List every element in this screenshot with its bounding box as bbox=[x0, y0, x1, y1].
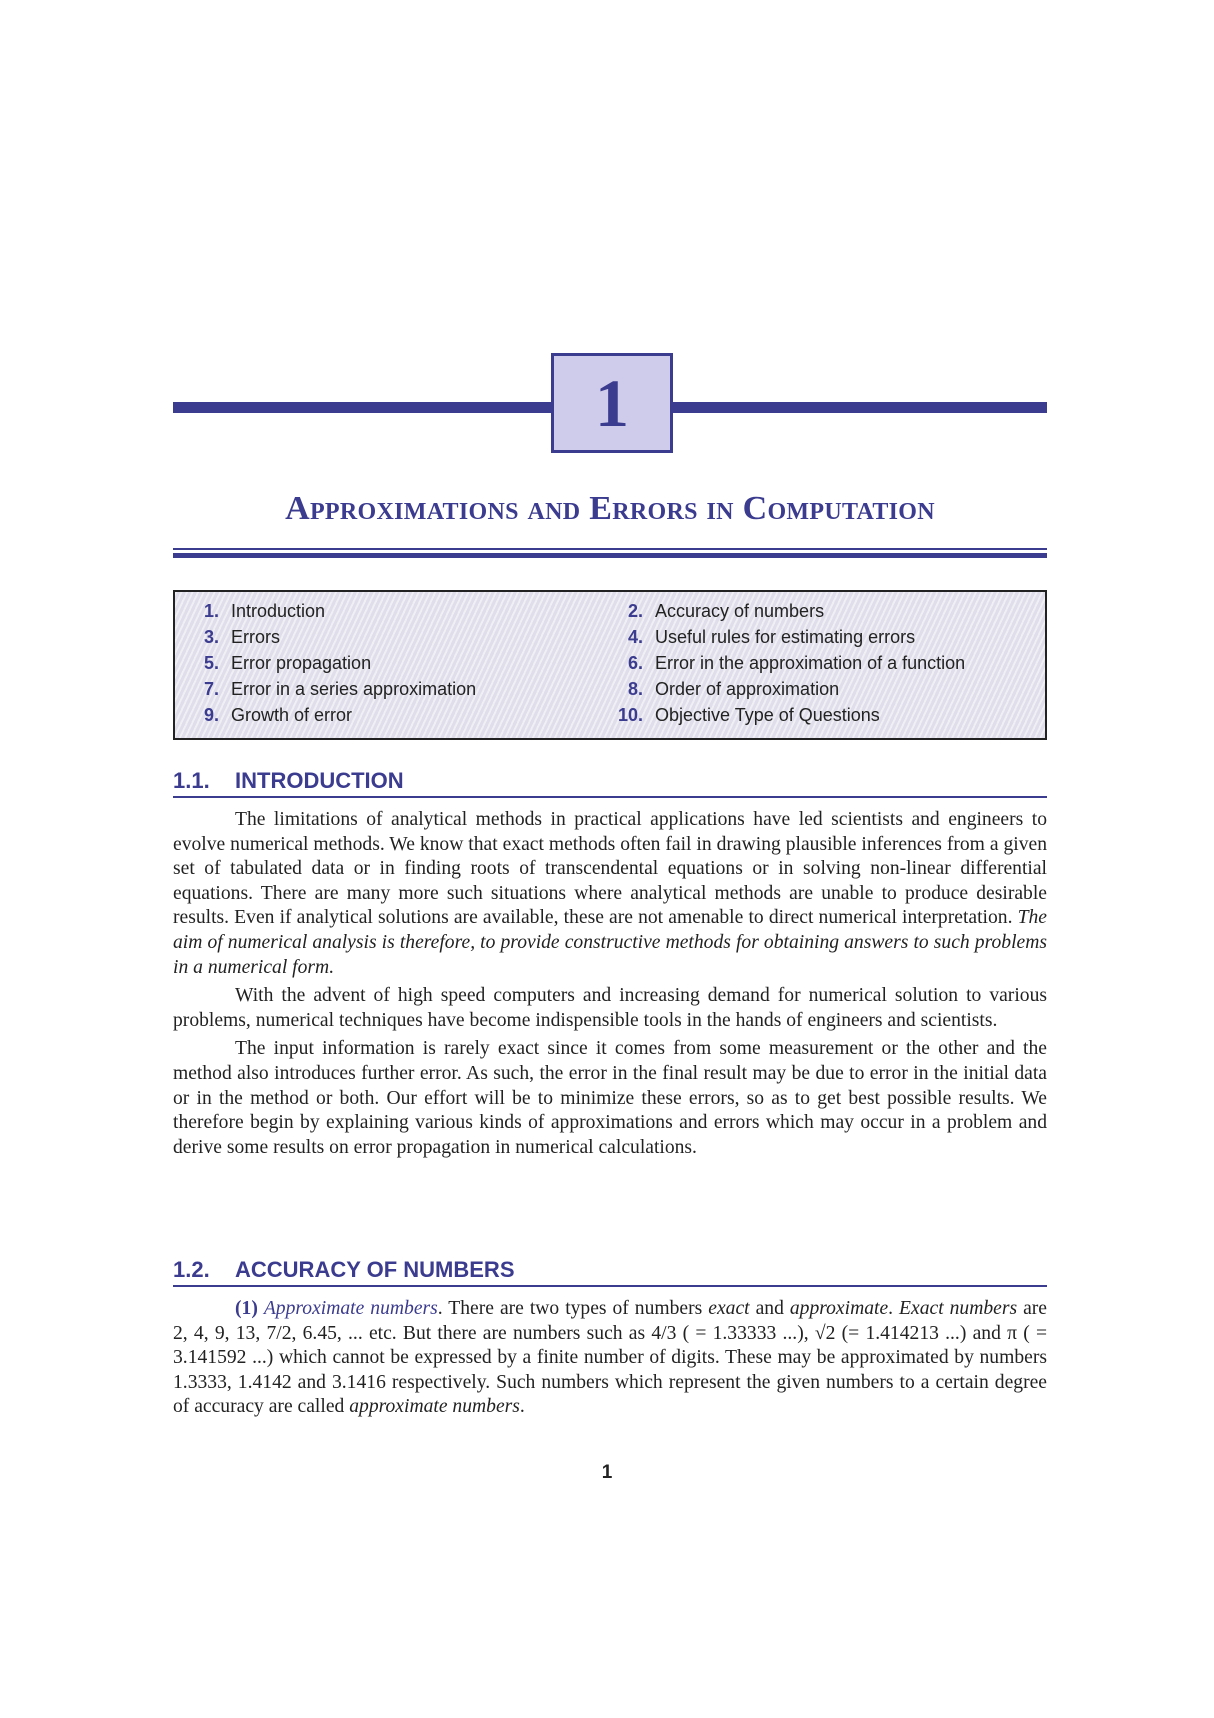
chapter-rule-left bbox=[173, 402, 551, 413]
contents-item bbox=[185, 653, 371, 674]
page-number: 1 bbox=[601, 1462, 613, 1483]
chapter-rule-right bbox=[673, 402, 1047, 413]
contents-item-number: 2. bbox=[627, 601, 643, 621]
sqrt-symbol: √2 bbox=[814, 1322, 836, 1344]
contents-item-label: Useful rules for estimating errors bbox=[655, 627, 916, 647]
contents-item bbox=[185, 627, 280, 648]
contents-item-number: 6. bbox=[627, 653, 643, 673]
contents-item-label: Introduction bbox=[231, 601, 326, 621]
contents-item bbox=[185, 679, 476, 700]
paragraph: With the advent of high speed computers and increasing demand for numerical solution to various problems, numerical techniques have become indispensible tools in the hands of engineers and scientists. bbox=[173, 985, 1047, 1031]
item-title: Approximate numbers bbox=[263, 1298, 438, 1319]
contents-item-label: Error propagation bbox=[231, 653, 372, 673]
chapter-number-box bbox=[551, 353, 673, 453]
contents-item-label: Objective Type of Questions bbox=[655, 705, 880, 725]
paragraph bbox=[173, 808, 1047, 980]
contents-item bbox=[609, 627, 915, 648]
contents-item-number: 8. bbox=[627, 679, 643, 699]
contents-item-number: 5. bbox=[203, 653, 219, 673]
contents-item-label: Error in the approximation of a function bbox=[655, 653, 966, 673]
contents-item-label: Errors bbox=[231, 627, 280, 647]
contents-item bbox=[609, 705, 880, 726]
contents-item-number: 3. bbox=[203, 627, 219, 647]
section-heading-accuracy bbox=[173, 1257, 1047, 1287]
accuracy-body bbox=[173, 1297, 1047, 1420]
contents-item-label: Error in a series approximation bbox=[231, 679, 477, 699]
text-run-italic: approximate bbox=[789, 1298, 889, 1319]
introduction-body bbox=[173, 808, 1047, 1160]
text-run: and bbox=[749, 1298, 790, 1319]
title-rule-thin bbox=[173, 548, 1047, 550]
chapter-contents-box bbox=[173, 590, 1047, 740]
paragraph bbox=[173, 1297, 1047, 1420]
text-run: . bbox=[519, 1396, 525, 1418]
contents-item bbox=[609, 601, 824, 622]
text-run: (= 1.414213 ...) and π ( = 3.141592 ...) which cannot be expressed by a finite number of digits. These may be approximated by numbers 1.3333, 1.4142 and 3.1416 respectively. Such numbers which represent the given numbers to a certain degree of accuracy are called bbox=[173, 1322, 1047, 1418]
section-heading-introduction bbox=[173, 768, 1047, 798]
contents-item-number: 9. bbox=[203, 705, 219, 725]
contents-item-number: 4. bbox=[627, 627, 643, 647]
contents-item bbox=[609, 679, 839, 700]
text-run-italic: exact bbox=[708, 1298, 750, 1319]
contents-item-number: 1. bbox=[203, 601, 219, 621]
text-run-italic: approximate numbers bbox=[349, 1396, 520, 1418]
section-title: ACCURACY OF NUMBERS bbox=[235, 1257, 515, 1282]
contents-item-label: Growth of error bbox=[231, 705, 353, 725]
text-run: . bbox=[888, 1298, 900, 1319]
chapter-number: 1 bbox=[595, 365, 629, 441]
contents-item-number: 7. bbox=[203, 679, 219, 699]
contents-item-label: Accuracy of numbers bbox=[655, 601, 825, 621]
chapter-title: Approximations and Errors in Computation bbox=[285, 490, 935, 527]
contents-item bbox=[609, 653, 965, 674]
contents-item bbox=[185, 601, 325, 622]
paragraph-text: The limitations of analytical methods in practical applications have led scientists and engineers to evolve numerical methods. We know that exact methods often fail in drawing plausible inferences from a given set of tabulated data or in finding roots of transcendental equations or in solving non-linear differential equations. There are many more such situations where analytical methods are unable to produce desirable results. Even if analytical solutions are available, these are not amenable to direct numerical interpretation. bbox=[173, 809, 1047, 929]
contents-item bbox=[185, 705, 352, 726]
section-title: INTRODUCTION bbox=[235, 768, 404, 793]
paragraph-emphasis: The aim of numerical analysis is therefore, to provide constructive methods for obtaining answers to such problems in a numerical form. bbox=[173, 907, 1047, 978]
title-rule-thick bbox=[173, 553, 1047, 558]
contents-item-number: 10. bbox=[617, 705, 643, 725]
item-number: (1) bbox=[235, 1298, 258, 1319]
section-number: 1.2. bbox=[173, 1257, 210, 1282]
paragraph: The input information is rarely exact since it comes from some measurement or the other and the method also introduces further error. As such, the error in the final result may be due to error in the initial data or in the method or both. Our effort will be to minimize these errors, so as to get best possible results. We therefore begin by explaining various kinds of approximations and errors which may occur in a problem and derive some results on error propagation in numerical calculations. bbox=[173, 1038, 1047, 1158]
text-run-italic: Exact numbers bbox=[899, 1298, 1018, 1319]
contents-item-label: Order of approximation bbox=[655, 679, 840, 699]
text-run: . There are two types of numbers bbox=[437, 1298, 709, 1319]
section-number: 1.1. bbox=[173, 768, 210, 793]
text-run: are 2, 4, 9, 13, 7/2, 6.45, ... etc. But there are numbers such as 4/3 ( = 1.33333 ...), bbox=[173, 1298, 1047, 1344]
